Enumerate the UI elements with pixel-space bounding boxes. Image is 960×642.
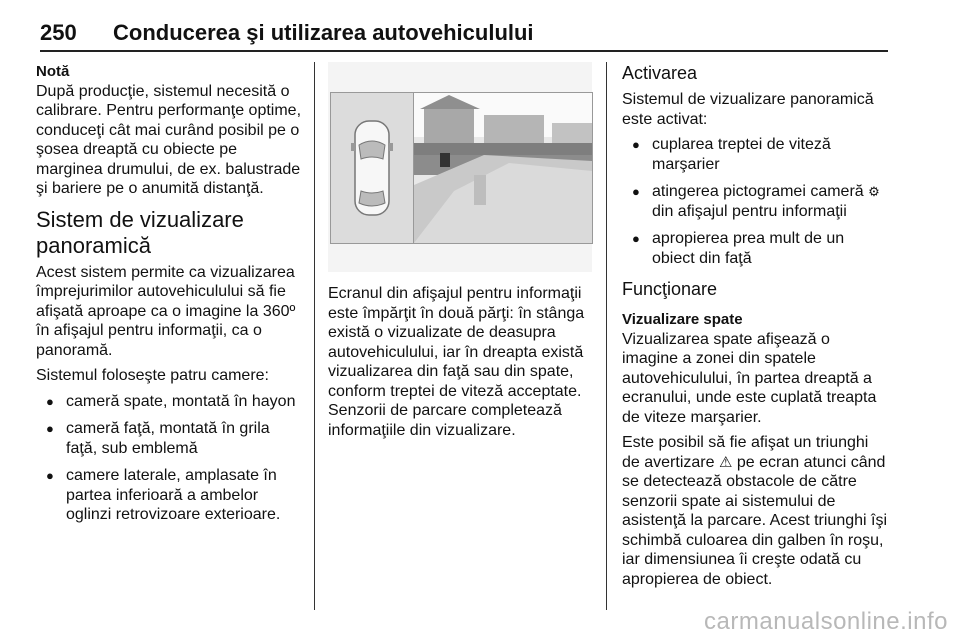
camera-icon: ⚙ [868,184,880,199]
list-item: ● apropierea prea mult de un obiect din faţă [622,229,890,268]
list-item [622,182,890,221]
note-text: După producţie, sistemul necesită o calibrare. Pentru performanţe optime, conduceţi cât mai curând posibil pe o şosea dreaptă cu obiecte pe marginea drumului, de ex. balustrade şi bariere pe o anumită distanţă. [36,82,302,197]
activation-list [622,135,890,268]
watermark: carmanualsonline.info [704,608,948,635]
page-header [40,18,888,52]
activation-intro: Sistemul de vizualizare panoramică este activat: [622,91,874,128]
warning-text-cont: pe ecran atunci când se detectează obstacole de către senzorii spate ai sistemului de asistenţă la parcare. Acest triunghi îşi schimbă culoarea din galben în roşu, iar dimensiunea îi creşte odată cu apropierea de obiect. [622,453,888,588]
list-item: ● cameră spate, montată în hayon [36,392,302,412]
list-item-text: din afişajul pentru informaţii [652,202,847,220]
activation-heading: Activarea [622,63,698,83]
intro-paragraph: Acest sistem permite ca vizualizarea împrejurimilor autovehiculului să fie afişată aproape ca o imagine la 360º în afişajul pentru informaţii, ca o panoramă. [36,263,296,359]
rear-view-label: Vizualizare spate [622,311,743,328]
top-view-panel [330,92,414,244]
panoramic-display-figure [328,62,592,272]
car-top-view-icon [331,93,413,243]
camera-view-panel [413,92,593,244]
list-item: ● cuplarea treptei de viteză marşarier [622,135,890,174]
warning-paragraph [622,433,890,589]
warning-triangle-icon: ⚠ [718,453,733,471]
column-right [622,62,890,595]
list-item: ● cameră faţă, montată în grila faţă, sub emblemă [36,419,302,458]
column-divider [314,62,315,610]
chapter-title: Conducerea şi utilizarea autovehiculului [113,20,534,45]
section-heading: Sistem de vizualizare panoramică [36,206,244,258]
list-item-text: atingerea pictogramei cameră [652,183,864,200]
camera-list [36,392,302,525]
warning-text: Este posibil să fie afişat un triunghi de avertizare [622,434,869,471]
figure-caption: Ecranul din afişajul pentru informaţii este împărţit în două părţi: în stânga există o vizualizate de deasupra autovehiculului, iar în dreapta există vizualizarea din faţă sau din spate, conform treptei de viteză acceptate. Senzorii de parcare completează informaţiile din vizualizare. [328,285,585,439]
cameras-intro: Sistemul foloseşte patru camere: [36,367,269,384]
function-heading: Funcţionare [622,279,718,299]
list-item: ● camere laterale, amplasate în partea inferioară a ambelor oglinzi retrovizoare exterioare. [36,466,302,525]
column-middle [328,62,592,446]
column-divider [606,62,607,610]
column-left [36,62,302,533]
note-label: Notă [36,63,70,80]
street-scene-image [414,93,592,243]
rear-view-text: Vizualizarea spate afişează o imagine a zonei din spatele autovehiculului, în partea dreaptă a ecranului, unde este cuplată treapta de viteze marşarier. [622,330,877,426]
page-number: 250 [40,20,77,45]
